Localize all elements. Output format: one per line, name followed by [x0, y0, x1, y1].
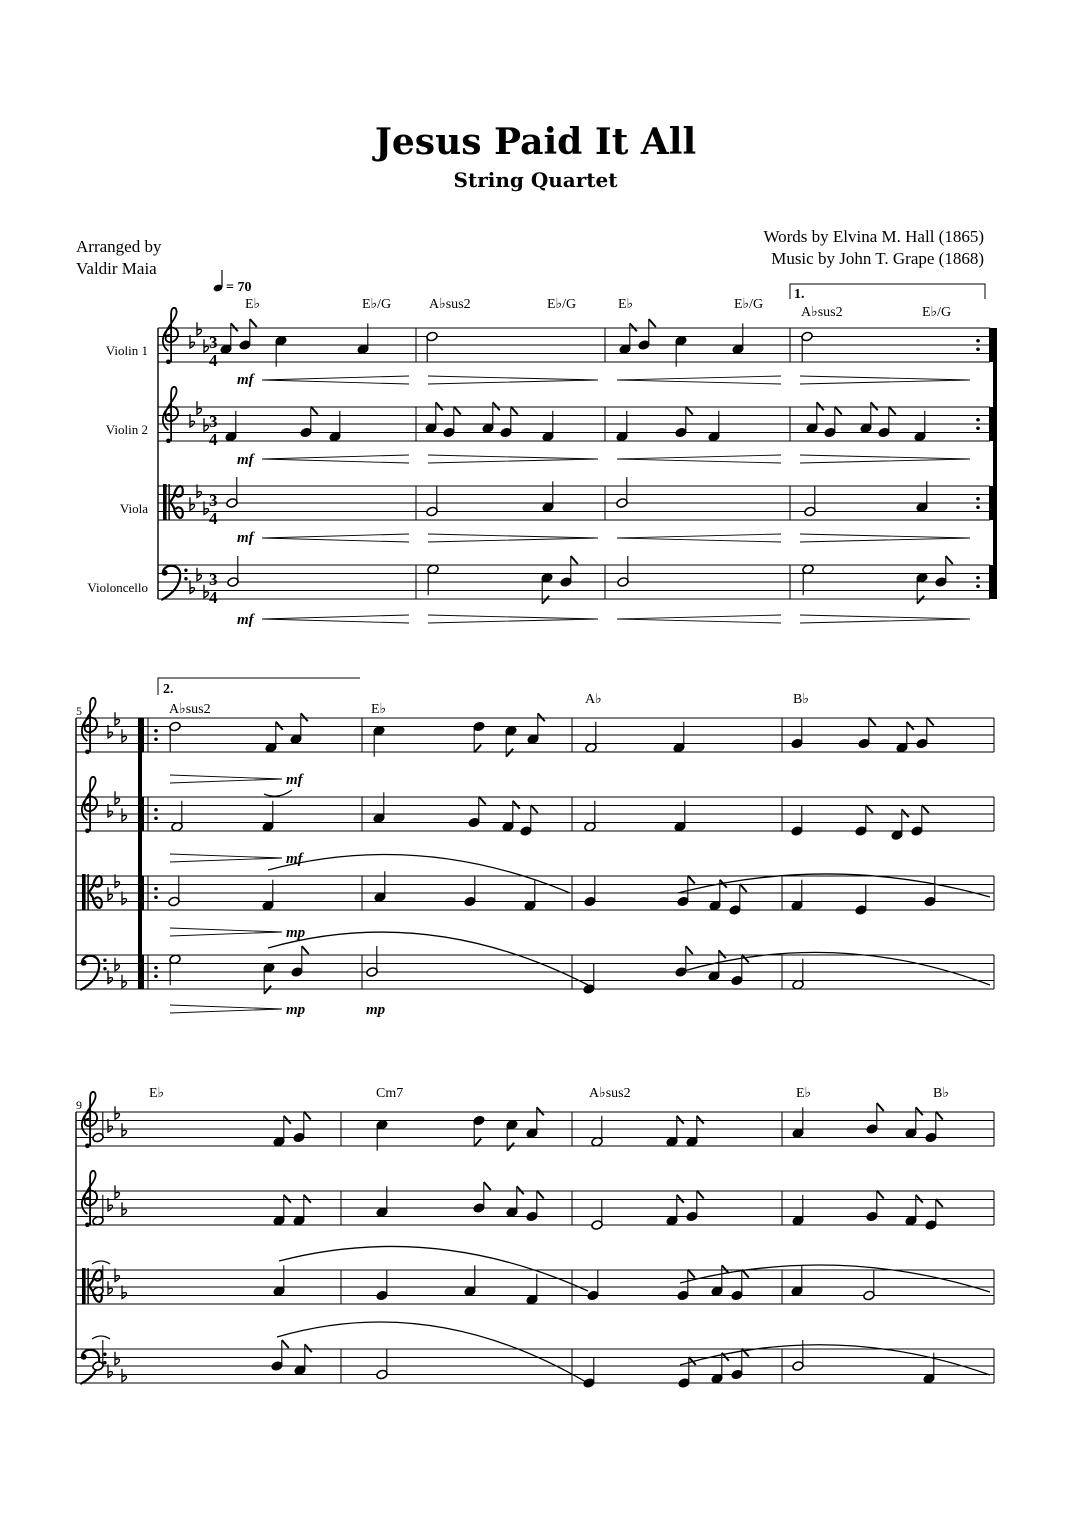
time-sig-bottom: 4 — [209, 351, 218, 370]
note-flag — [866, 805, 873, 813]
note-flag — [889, 407, 896, 415]
dynamic-mark: mf — [237, 452, 254, 468]
repeat-dot — [976, 347, 980, 351]
flat-icon — [204, 585, 209, 598]
bass-clef-icon — [80, 956, 106, 990]
arranger-line-2: Valdir Maia — [76, 259, 157, 278]
note-flag — [686, 407, 693, 415]
repeat-dot — [976, 576, 980, 580]
note-flag — [537, 1191, 544, 1199]
note-flag — [231, 323, 238, 331]
repeat-dot — [154, 974, 158, 978]
chord-symbol: A♭sus2 — [169, 702, 211, 717]
flat-icon — [108, 887, 113, 900]
crescendo-hairpin — [262, 376, 409, 384]
chord-symbol: E♭/G — [922, 305, 952, 320]
crescendo-hairpin — [617, 615, 781, 623]
phrase-slur — [279, 1246, 588, 1291]
chord-symbol: E♭ — [618, 297, 634, 312]
volta-2-label: 2. — [163, 682, 174, 697]
dynamic-mark: mp — [286, 925, 306, 941]
note-flag — [697, 1191, 704, 1199]
repeat-dot — [154, 895, 158, 899]
instrument-name-violin-1: Violin 1 — [105, 343, 148, 358]
note-flag — [304, 1195, 311, 1203]
note-flag — [630, 323, 637, 331]
chord-symbol: E♭ — [371, 702, 387, 717]
note-flag — [719, 950, 726, 958]
note-flag — [250, 319, 257, 327]
chord-symbol: B♭ — [793, 692, 809, 707]
note-flag — [677, 1116, 684, 1124]
note-flag — [571, 556, 578, 564]
note-flag — [282, 1340, 289, 1348]
note-flag — [697, 1116, 704, 1124]
time-sig-top: 3 — [209, 412, 218, 431]
note-flag — [311, 407, 318, 415]
chord-symbol: A♭sus2 — [801, 305, 843, 320]
chord-symbol: A♭ — [585, 692, 602, 707]
note-flag — [916, 1195, 923, 1203]
chord-symbol: E♭/G — [734, 297, 764, 312]
flat-icon — [115, 791, 120, 804]
note-flag — [305, 1344, 312, 1352]
volta-2-bracket — [158, 678, 360, 695]
note-flag — [902, 809, 909, 817]
decrescendo-hairpin — [170, 928, 282, 936]
words-credit: Words by Elvina M. Hall (1865) — [763, 227, 984, 246]
note-flag — [537, 1107, 544, 1115]
repeat-dot — [976, 584, 980, 588]
phrase-slur — [268, 854, 570, 893]
note-flag — [927, 718, 934, 726]
crescendo-hairpin — [262, 455, 409, 463]
decrescendo-hairpin — [800, 376, 970, 384]
time-sig-bottom: 4 — [209, 588, 218, 607]
note-flag — [531, 805, 538, 813]
crescendo-hairpin — [617, 534, 781, 542]
flat-icon — [122, 1202, 127, 1215]
decrescendo-hairpin — [170, 1005, 282, 1013]
instrument-name-violin-2: Violin 2 — [105, 422, 148, 437]
note-flag — [276, 722, 283, 730]
treble-clef-icon — [82, 698, 97, 754]
note-flag — [264, 986, 271, 994]
flat-icon — [115, 1185, 120, 1198]
volta-1-label: 1. — [794, 287, 805, 302]
score-title: Jesus Paid It All — [374, 121, 697, 163]
measure-number: 5 — [76, 704, 82, 718]
note-flag — [304, 1112, 311, 1120]
chord-symbol: E♭ — [796, 1086, 812, 1101]
crescendo-hairpin — [262, 534, 409, 542]
flat-icon — [122, 729, 127, 742]
instrument-name-violoncello: Violoncello — [87, 580, 148, 595]
note-flag — [907, 722, 914, 730]
flat-icon — [197, 322, 202, 335]
repeat-dot — [154, 729, 158, 733]
flat-icon — [115, 712, 120, 725]
alto-clef-icon — [82, 874, 102, 910]
flat-icon — [115, 1352, 120, 1365]
treble-clef-icon — [163, 387, 178, 443]
note-flag — [301, 713, 308, 721]
alto-clef-icon — [82, 1268, 102, 1304]
tempo-marking: = 70 — [226, 280, 252, 295]
note-flag — [474, 1139, 481, 1147]
repeat-dot — [154, 966, 158, 970]
note-flag — [513, 801, 520, 809]
chord-symbol: E♭ — [149, 1086, 165, 1101]
note-flag — [722, 1265, 729, 1273]
arranger-line-1: Arranged by — [76, 237, 162, 256]
note-flag — [506, 749, 513, 757]
repeat-dot — [154, 737, 158, 741]
crescendo-hairpin — [617, 455, 781, 463]
flat-icon — [197, 568, 202, 581]
note-flag — [542, 596, 549, 604]
note-flag — [484, 1182, 491, 1190]
final-repeat-bar — [989, 486, 993, 520]
note-flag — [649, 319, 656, 327]
treble-clef-icon — [82, 777, 97, 833]
note-flag — [454, 407, 461, 415]
repeat-dot — [154, 816, 158, 820]
note-flag — [869, 718, 876, 726]
tie-slur — [264, 790, 292, 796]
note-flag — [936, 1199, 943, 1207]
note-flag — [877, 1191, 884, 1199]
decrescendo-hairpin — [428, 534, 598, 542]
chord-symbol: A♭sus2 — [429, 297, 471, 312]
note-flag — [302, 946, 309, 954]
repeat-dot — [976, 426, 980, 430]
decrescendo-hairpin — [428, 376, 598, 384]
decrescendo-hairpin — [428, 615, 598, 623]
final-repeat-bar — [989, 565, 993, 599]
note-flag — [688, 876, 695, 884]
time-sig-top: 3 — [209, 570, 218, 589]
note-flag — [677, 1195, 684, 1203]
chord-symbol: Cm7 — [376, 1086, 404, 1101]
note-flag — [916, 1107, 923, 1115]
dynamic-mark: mf — [237, 612, 254, 628]
crescendo-hairpin — [617, 376, 781, 384]
dynamic-mark: mf — [286, 772, 303, 788]
note-flag — [740, 884, 747, 892]
repeat-dot — [154, 887, 158, 891]
note-flag — [922, 805, 929, 813]
alto-clef-icon — [163, 484, 183, 520]
chord-symbol: E♭/G — [362, 297, 392, 312]
flat-icon — [115, 1106, 120, 1119]
note-flag — [946, 556, 953, 564]
decrescendo-hairpin — [170, 854, 282, 862]
flat-icon — [190, 497, 195, 510]
flat-icon — [108, 1281, 113, 1294]
measure-number: 9 — [76, 1098, 82, 1112]
repeat-dot — [976, 418, 980, 422]
text-layer — [76, 270, 985, 1112]
dynamic-mark: mf — [286, 851, 303, 867]
instrument-name-viola: Viola — [119, 501, 148, 516]
chord-symbol: B♭ — [933, 1086, 949, 1101]
decrescendo-hairpin — [800, 455, 970, 463]
note-flag — [436, 402, 443, 410]
note-flag — [474, 745, 481, 753]
flat-icon — [197, 401, 202, 414]
tie-slur — [92, 1261, 110, 1264]
note-flag — [835, 407, 842, 415]
repeat-dot — [976, 505, 980, 509]
chord-symbol: A♭sus2 — [589, 1086, 631, 1101]
notes-layer — [92, 319, 990, 1388]
flat-icon — [115, 958, 120, 971]
note-flag — [517, 1186, 524, 1194]
final-repeat-bar — [989, 328, 993, 362]
note-flag — [479, 797, 486, 805]
volta-1-bracket — [790, 284, 985, 299]
dynamic-mark: mf — [237, 530, 254, 546]
final-repeat-bar — [989, 407, 993, 441]
note-flag — [493, 402, 500, 410]
note-flag — [284, 1195, 291, 1203]
note-flag — [817, 402, 824, 410]
dynamic-mark: mp — [286, 1002, 306, 1018]
note-flag — [917, 596, 924, 604]
decrescendo-hairpin — [800, 615, 970, 623]
time-sig-top: 3 — [209, 491, 218, 510]
phrase-slur — [277, 1322, 586, 1382]
repeat-dot — [976, 497, 980, 501]
tie-slur — [92, 1336, 110, 1339]
repeat-dot — [154, 808, 158, 812]
chord-symbol: E♭ — [245, 297, 261, 312]
chord-symbol: E♭/G — [547, 297, 577, 312]
note-flag — [511, 407, 518, 415]
decrescendo-hairpin — [428, 455, 598, 463]
decrescendo-hairpin — [170, 775, 282, 783]
note-flag — [871, 402, 878, 410]
flat-icon — [204, 418, 209, 431]
time-sig-top: 3 — [209, 333, 218, 352]
music-credit: Music by John T. Grape (1868) — [771, 249, 984, 268]
dynamic-mark: mf — [237, 372, 254, 388]
flat-icon — [122, 808, 127, 821]
dynamic-mark: mp — [366, 1002, 386, 1018]
treble-clef-icon — [163, 308, 178, 364]
phrase-slur — [268, 932, 588, 985]
note-flag — [538, 713, 545, 721]
crescendo-hairpin — [262, 615, 409, 623]
time-sig-bottom: 4 — [209, 509, 218, 528]
note-flag — [688, 1270, 695, 1278]
note-flag — [877, 1103, 884, 1111]
staves-layer — [76, 308, 995, 1384]
score-subtitle: String Quartet — [453, 168, 618, 192]
flat-icon — [122, 1369, 127, 1382]
flat-icon — [122, 975, 127, 988]
note-flag — [284, 1116, 291, 1124]
flat-icon — [122, 1123, 127, 1136]
repeat-dot — [976, 339, 980, 343]
note-flag — [936, 1112, 943, 1120]
bass-clef-icon — [161, 566, 187, 600]
note-flag — [507, 1143, 514, 1151]
note-flag — [686, 946, 693, 954]
flat-icon — [204, 339, 209, 352]
decrescendo-hairpin — [800, 534, 970, 542]
time-sig-bottom: 4 — [209, 430, 218, 449]
